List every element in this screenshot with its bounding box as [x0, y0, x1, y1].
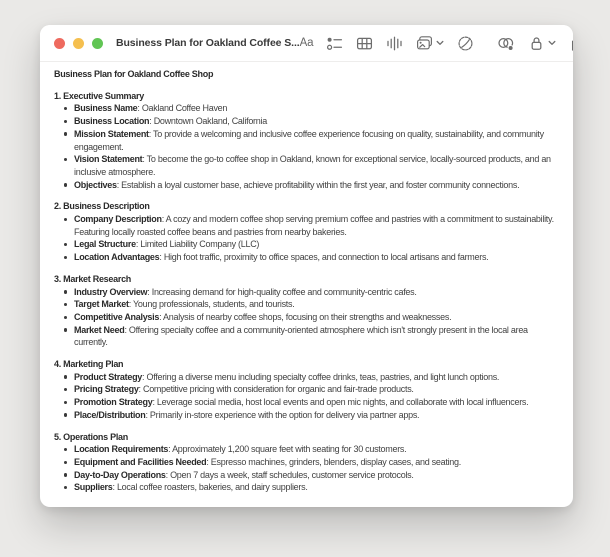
bullet-item: Equipment and Facilities Needed: Espresso machines, grinders, blenders, display cases, and seating.	[54, 456, 560, 469]
bullet-item: Industry Overview: Increasing demand for high-quality coffee and community-centric cafes.	[54, 286, 560, 299]
section-heading: 2. Business Description	[54, 201, 150, 212]
bullet-label: Vision Statement	[74, 154, 143, 165]
titlebar	[40, 25, 573, 62]
bullet-list	[54, 443, 560, 494]
format-button[interactable]	[300, 37, 314, 49]
section-heading: 3. Market Research	[54, 273, 132, 284]
audio-button[interactable]	[386, 35, 403, 52]
bullet-item: Place/Distribution: Primarily in-store experience with the option for delivery via partner apps.	[54, 409, 560, 422]
media-button[interactable]	[416, 35, 444, 52]
bullet-item: Target Market: Young professionals, students, and tourists.	[54, 298, 560, 311]
bullet-label: Day-to-Day Operations	[74, 469, 166, 480]
media-icon	[416, 35, 433, 52]
chevron-down-icon	[436, 40, 444, 46]
bullet-item: Location Requirements: Approximately 1,200 square feet with seating for 30 customers.	[54, 443, 560, 456]
bullet-label: Suppliers	[74, 482, 113, 493]
lock-icon	[528, 35, 545, 52]
bullet-item: Business Location: Downtown Oakland, California	[54, 115, 560, 128]
note-body	[54, 90, 560, 494]
bullet-label: Location Requirements	[74, 444, 169, 455]
bullet-item: Company Description: A cozy and modern coffee shop serving premium coffee and pastries with a commitment to sustainability. Featuring locally roasted coffee beans and pastries from nearby bakeries.	[54, 213, 560, 238]
bullet-item: Location Advantages: High foot traffic, proximity to office spaces, and connection to local artisans and farmers.	[54, 251, 560, 264]
bullet-list	[54, 213, 560, 264]
table-icon	[356, 35, 373, 52]
share-button[interactable]	[569, 35, 573, 52]
section-heading: 4. Marketing Plan	[54, 359, 124, 370]
bullet-item: Product Strategy: Offering a diverse menu including specialty coffee drinks, teas, pastries, and light lunch options.	[54, 371, 560, 384]
bullet-label: Business Name	[74, 103, 138, 114]
table-button[interactable]	[356, 35, 373, 52]
bullet-label: Market Need	[74, 324, 125, 335]
bullet-list	[54, 371, 560, 422]
lock-button[interactable]	[528, 35, 556, 52]
zoom-button[interactable]	[92, 38, 103, 49]
bullet-item: Market Need: Offering specialty coffee and a community-oriented atmosphere which isn't strongly present in the local area currently.	[54, 324, 560, 349]
markup-wand-button[interactable]	[457, 35, 474, 52]
bullet-label: Product Strategy	[74, 371, 143, 382]
bullet-label: Mission Statement	[74, 128, 149, 139]
minimize-button[interactable]	[73, 38, 84, 49]
section-heading: 1. Executive Summary	[54, 90, 144, 101]
format-icon: Aa	[299, 37, 314, 49]
bullet-item: Mission Statement: To provide a welcoming and inclusive coffee experience focusing on quality, sustainability, and community engagement.	[54, 128, 560, 153]
toolbar	[300, 35, 573, 52]
bullet-item: Competitive Analysis: Analysis of nearby coffee shops, focusing on their strengths and weaknesses.	[54, 311, 560, 324]
bullet-label: Target Market	[74, 299, 129, 310]
bullet-label: Equipment and Facilities Needed	[74, 456, 207, 467]
note-title: Business Plan for Oakland Coffee Shop	[54, 69, 214, 79]
bullet-label: Competitive Analysis	[74, 311, 160, 322]
bullet-item: Legal Structure: Limited Liability Company (LLC)	[54, 238, 560, 251]
bullet-item: Promotion Strategy: Leverage social media, host local events and open mic nights, and collaborate with local influencers.	[54, 396, 560, 409]
bullet-item: Day-to-Day Operations: Open 7 days a week, staff schedules, customer service protocols.	[54, 469, 560, 482]
bullet-label: Objectives	[74, 179, 117, 190]
bullet-list	[54, 286, 560, 350]
bullet-label: Place/Distribution	[74, 409, 146, 420]
checklist-icon	[326, 35, 343, 52]
bullet-list	[54, 102, 560, 191]
bullet-item: Pricing Strategy: Competitive pricing with consideration for organic and fair-trade products.	[54, 383, 560, 396]
checklist-button[interactable]	[326, 35, 343, 52]
bullet-label: Promotion Strategy	[74, 397, 153, 408]
audio-waveform-icon	[386, 35, 403, 52]
close-button[interactable]	[54, 38, 65, 49]
chevron-down-icon	[548, 40, 556, 46]
bullet-label: Business Location	[74, 116, 150, 127]
notes-window	[40, 25, 573, 507]
bullet-label: Location Advantages	[74, 252, 160, 263]
bullet-label: Pricing Strategy	[74, 384, 139, 395]
collaborate-icon	[497, 35, 515, 52]
bullet-item: Vision Statement: To become the go-to coffee shop in Oakland, known for exceptional service, locally-sourced products, and an inclusive atmosphere.	[54, 153, 560, 178]
collaborate-button[interactable]	[497, 35, 515, 52]
section-heading: 5. Operations Plan	[54, 431, 128, 442]
bullet-label: Industry Overview	[74, 286, 148, 297]
note-editor[interactable]	[40, 62, 573, 507]
bullet-label: Legal Structure	[74, 239, 136, 250]
bullet-item: Objectives: Establish a loyal customer base, achieve profitability within the first year, and foster community connections.	[54, 179, 560, 192]
traffic-lights	[54, 38, 103, 49]
share-icon	[569, 35, 573, 52]
bullet-label: Company Description	[74, 214, 162, 225]
window-title: Business Plan for Oakland Coffee S...	[116, 37, 300, 49]
bullet-item: Suppliers: Local coffee roasters, bakeries, and dairy suppliers.	[54, 481, 560, 494]
markup-wand-icon	[457, 35, 474, 52]
bullet-item: Business Name: Oakland Coffee Haven	[54, 102, 560, 115]
